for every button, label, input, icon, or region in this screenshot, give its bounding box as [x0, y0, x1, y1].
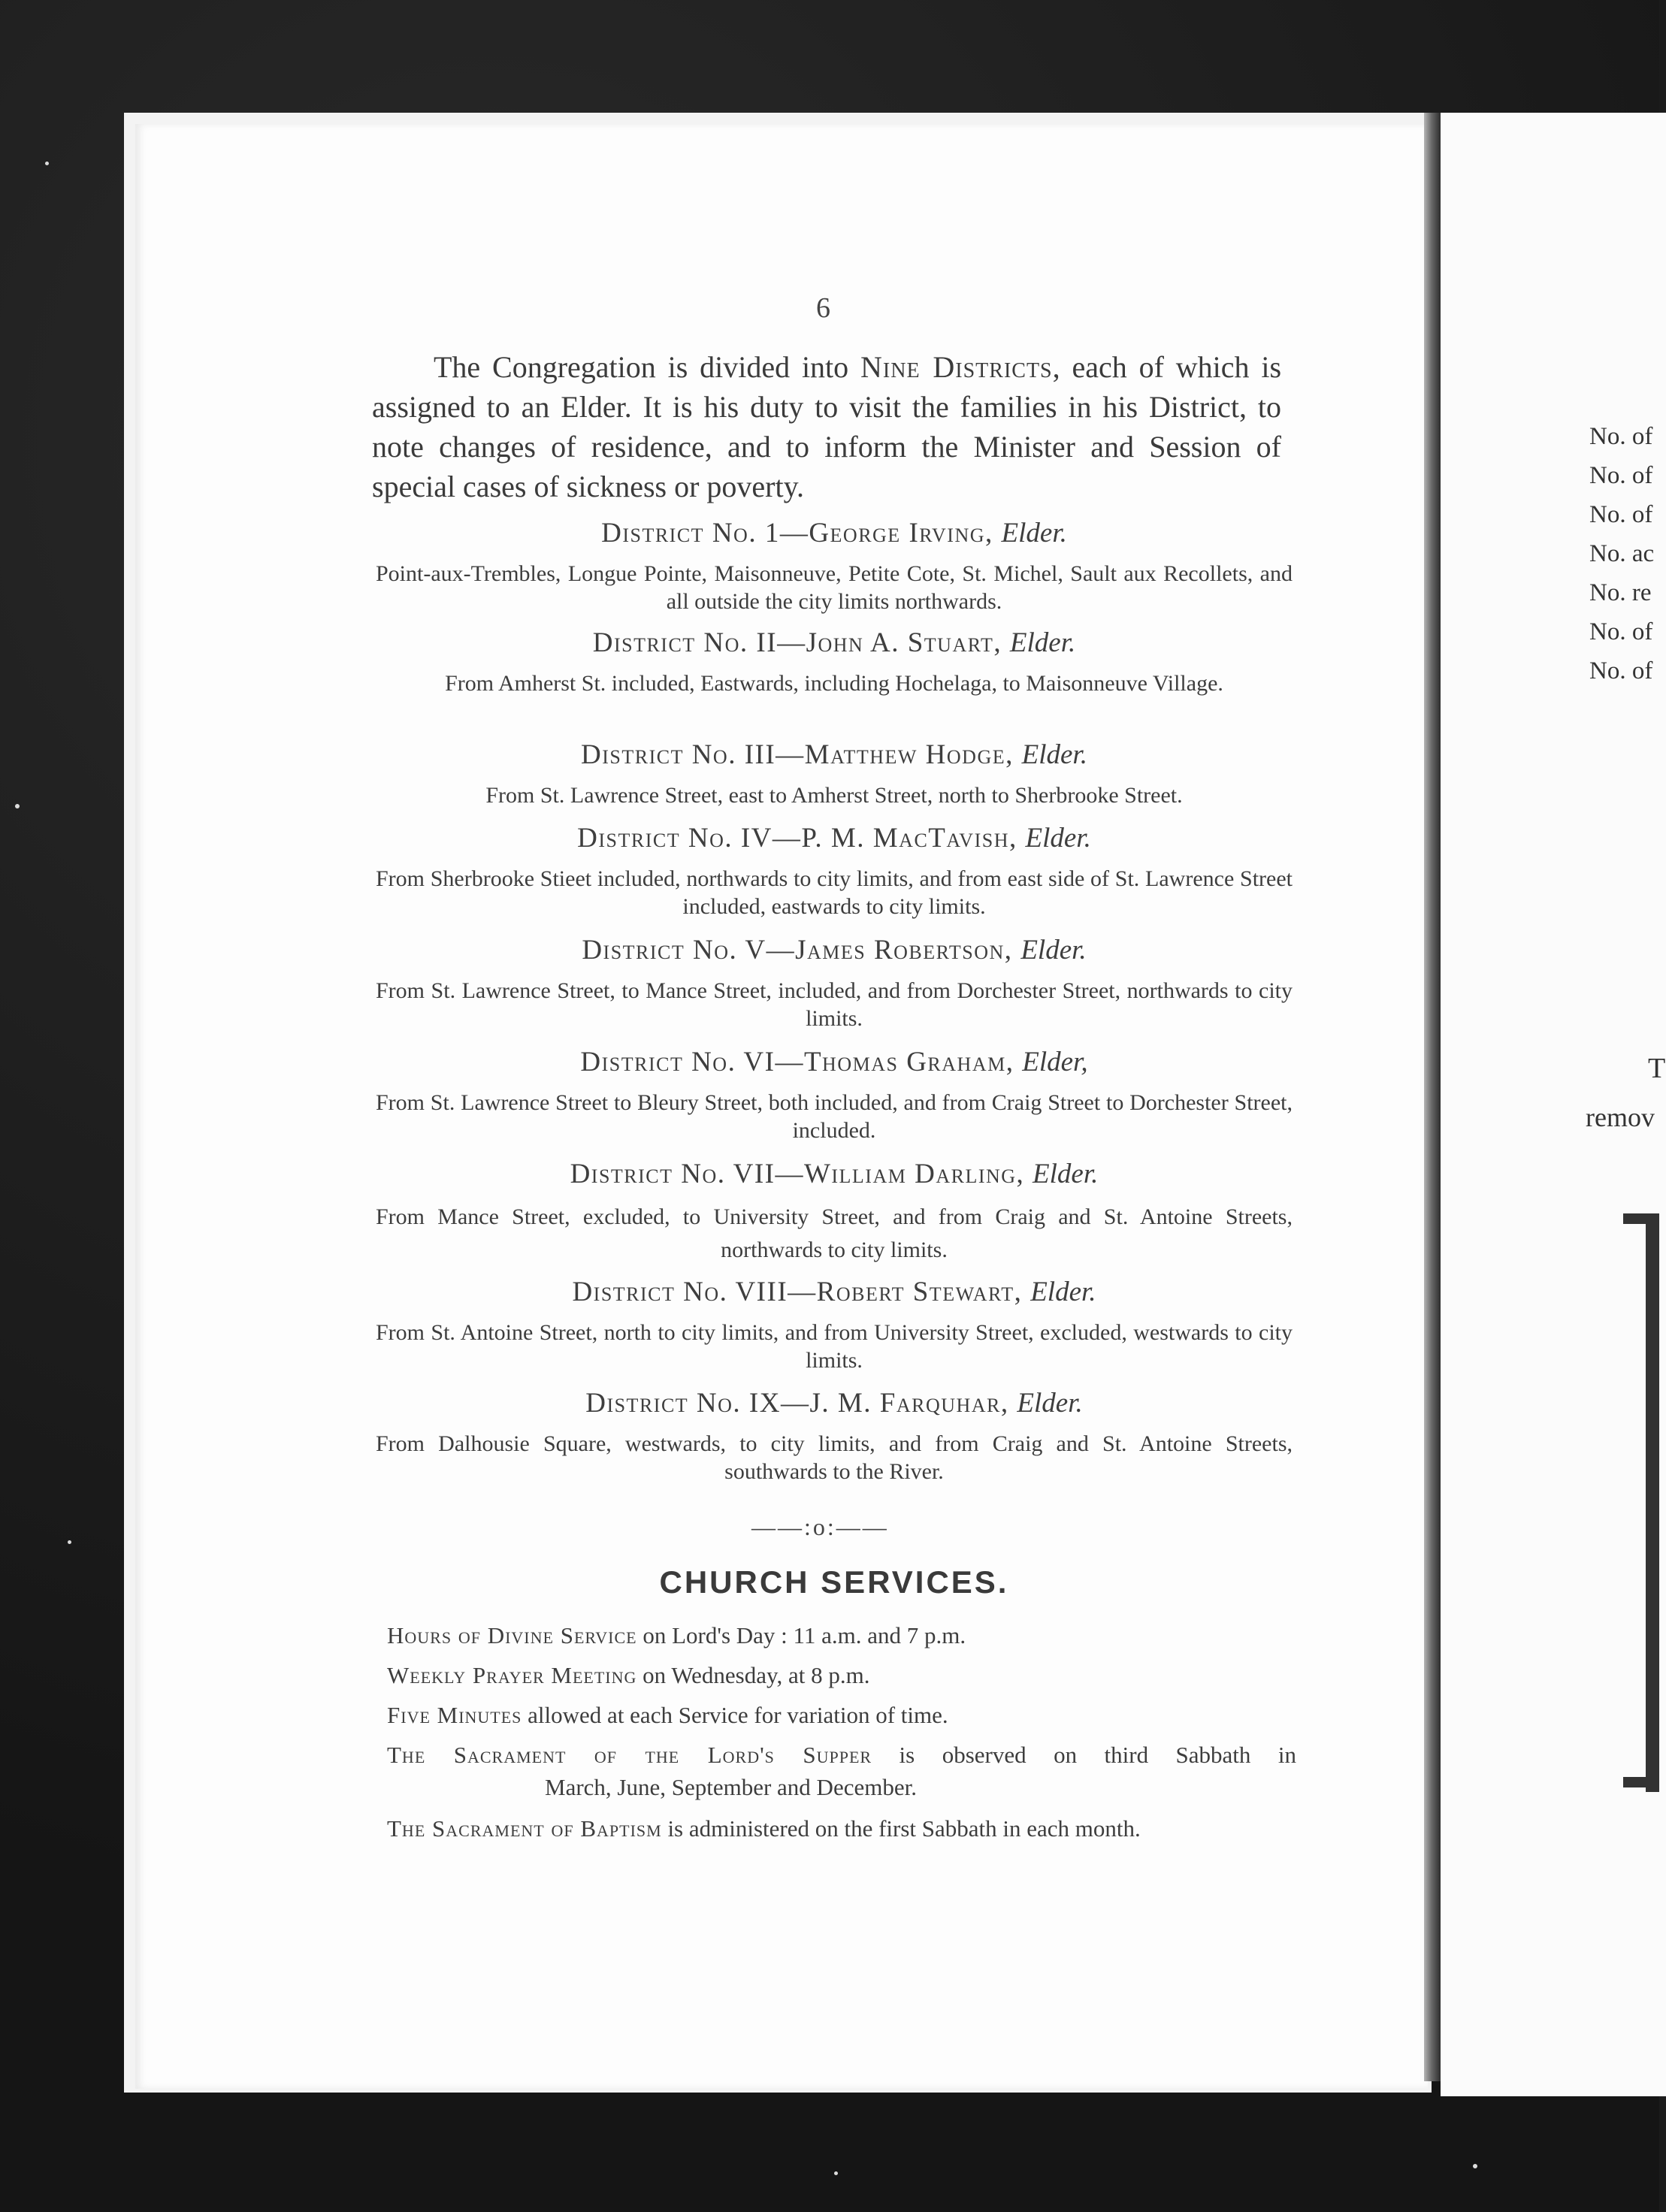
- adjacent-rule-vertical: [1646, 1221, 1659, 1792]
- service-item-five-minutes: Five Minutes allowed at each Service for variation of time.: [387, 1702, 948, 1728]
- district-description: From St. Antoine Street, north to city limits, and from University Street, excluded, westwards to city limits.: [376, 1320, 1293, 1373]
- district-2: [368, 627, 1300, 697]
- district-7: [368, 1158, 1300, 1267]
- district-1: [368, 517, 1300, 615]
- district-heading: District No. III—Matthew Hodge, Elder.: [581, 739, 1087, 770]
- intro-paragraph: [372, 347, 1281, 506]
- district-description: From St. Lawrence Street to Bleury Street, both included, and from Craig Street to Dorchester Street, included.: [376, 1090, 1293, 1143]
- district-heading: District No. IV—P. M. MacTavish, Elder.: [577, 823, 1091, 854]
- page-number: 6: [816, 292, 830, 324]
- dust-speck: [1473, 2164, 1477, 2168]
- district-heading: District No. V—James Robertson, Elder.: [582, 935, 1087, 965]
- service-item-hours: Hours of Divine Service on Lord's Day : 11 a.m. and 7 p.m.: [387, 1622, 966, 1648]
- district-3: [368, 739, 1300, 809]
- section-divider: ——:o:——: [751, 1513, 889, 1540]
- adjacent-fragment-remove: remov: [1586, 1102, 1655, 1132]
- intro-before: The Congregation is divided into: [434, 350, 861, 384]
- service-item-prayer-meeting: Weekly Prayer Meeting on Wednesday, at 8 p.m.: [387, 1662, 870, 1688]
- district-description: Point-aux-Trembles, Longue Pointe, Maisonneuve, Petite Cote, St. Michel, Sault aux Recollets, and all outside the city limits northwards.: [376, 561, 1293, 614]
- dust-speck: [15, 804, 20, 808]
- dust-speck: [45, 162, 49, 165]
- service-item-baptism: The Sacrament of Baptism is administered on the first Sabbath in each month.: [387, 1815, 1141, 1842]
- district-heading: District No. VIII—Robert Stewart, Elder.: [572, 1277, 1096, 1307]
- district-heading: District No. IX—J. M. Farquhar, Elder.: [585, 1388, 1083, 1419]
- service-item-lords-supper: The Sacrament of the Lord's Supper is observed on third Sabbath in March, June, September and December.: [387, 1742, 1296, 1800]
- church-services-title: CHURCH SERVICES.: [659, 1564, 1009, 1600]
- binding-gutter: [1424, 113, 1441, 2081]
- district-5: [368, 934, 1300, 1032]
- district-description: From Amherst St. included, Eastwards, including Hochelaga, to Maisonneuve Village.: [445, 671, 1223, 696]
- district-description: From Mance Street, excluded, to University Street, and from Craig and St. Antoine Streets, northwards to city limits.: [376, 1204, 1293, 1262]
- district-description: From St. Lawrence Street, east to Amherst Street, north to Sherbrooke Street.: [485, 783, 1183, 808]
- district-9: [368, 1387, 1300, 1485]
- district-heading: District No. VII—William Darling, Elder.: [570, 1159, 1099, 1189]
- district-6: [368, 1046, 1300, 1144]
- district-8: [368, 1276, 1300, 1374]
- dust-speck: [834, 2171, 838, 2175]
- district-heading: District No. VI—Thomas Graham, Elder,: [580, 1047, 1088, 1077]
- intro-after: , each of which is assigned to an Elder. It is his duty to visit the families in his District, to note changes of residence, and to inform the Minister and Session of special cases of sickness or poverty.: [372, 350, 1282, 503]
- dust-speck: [68, 1540, 71, 1544]
- adjacent-page-list: No. of No. of No. of No. ac No. re No. of No. of: [1589, 423, 1655, 684]
- district-description: From Dalhousie Square, westwards, to city limits, and from Craig and St. Antoine Streets, southwards to the River.: [376, 1431, 1293, 1484]
- district-heading: District No. II—John A. Stuart, Elder.: [592, 627, 1076, 658]
- district-description: From St. Lawrence Street, to Mance Street, included, and from Dorchester Street, northwards to city limits.: [376, 978, 1293, 1031]
- adjacent-rule-bottom: [1623, 1777, 1659, 1787]
- adjacent-fragment-t: T: [1648, 1053, 1666, 1084]
- district-4: [368, 822, 1300, 920]
- district-description: From Sherbrooke Stieet included, northwards to city limits, and from east side of St. Lawrence Street included, eastwards to city limits.: [376, 866, 1293, 919]
- intro-nine-districts: Nine Districts: [860, 350, 1053, 384]
- district-heading: District No. 1—George Irving, Elder.: [601, 518, 1067, 548]
